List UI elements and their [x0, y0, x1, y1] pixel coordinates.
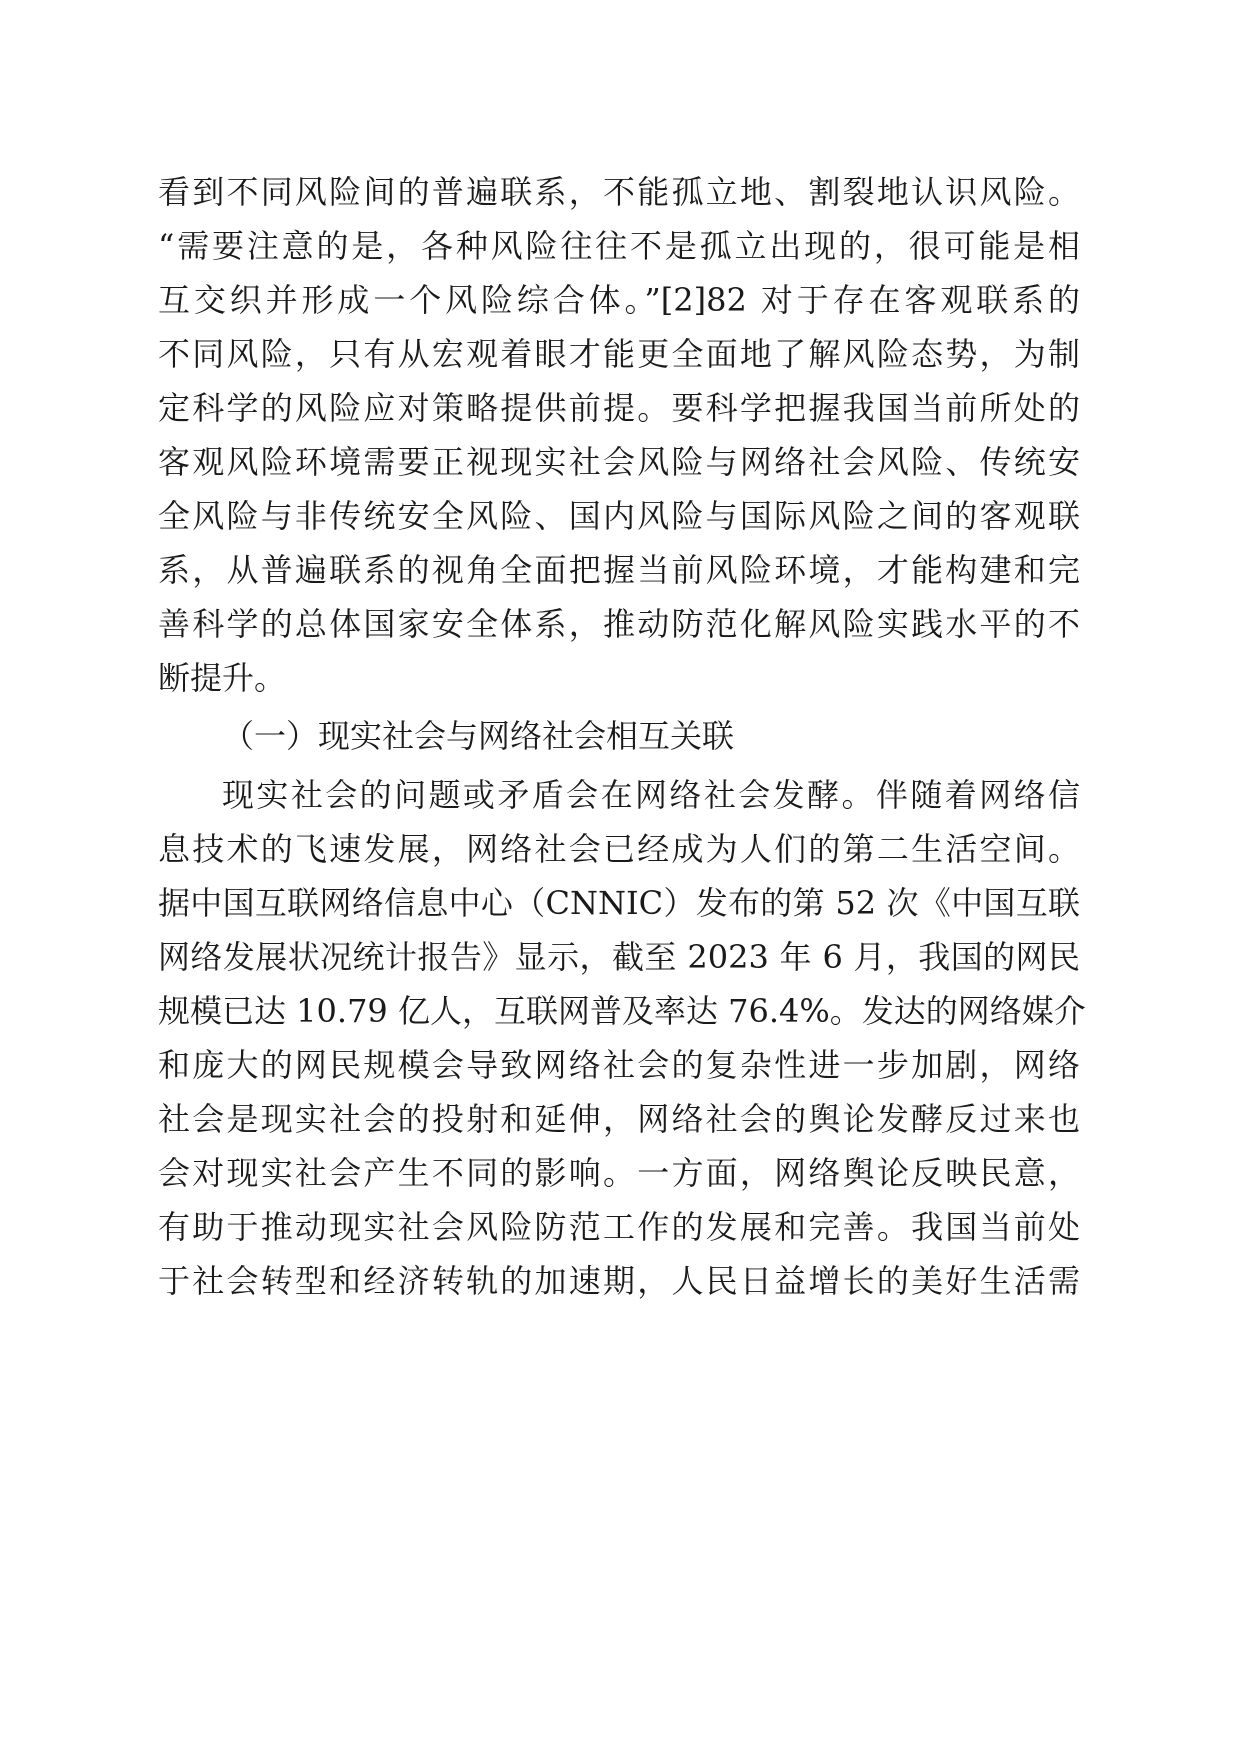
paragraph-line: 据中国互联网络信息中心（CNNIC）发布的第 52 次《中国互联 — [158, 884, 1080, 922]
paragraph-line: 不同风险，只有从宏观着眼才能更全面地了解风险态势，为制 — [158, 335, 1080, 373]
paragraph-line: 有助于推动现实社会风险防范工作的发展和完善。我国当前处 — [158, 1208, 1080, 1246]
paragraph-line: 定科学的风险应对策略提供前提。要科学把握我国当前所处的 — [158, 389, 1080, 427]
paragraph-line: 断提升。 — [158, 659, 287, 697]
paragraph-line: 客观风险环境需要正视现实社会风险与网络社会风险、传统安 — [158, 443, 1080, 481]
paragraph-line: 于社会转型和经济转轨的加速期，人民日益增长的美好生活需 — [158, 1262, 1080, 1300]
paragraph-line: 息技术的飞速发展，网络社会已经成为人们的第二生活空间。 — [158, 830, 1080, 868]
paragraph-line: 互交织并形成一个风险综合体。”[2]82 对于存在客观联系的 — [158, 281, 1080, 319]
paragraph-line: 规模已达 10.79 亿人，互联网普及率达 76.4%。发达的网络媒介 — [158, 992, 1086, 1030]
paragraph-line: 系，从普遍联系的视角全面把握当前风险环境，才能构建和完 — [158, 551, 1080, 589]
paragraph-line: 会对现实社会产生不同的影响。一方面，网络舆论反映民意， — [158, 1154, 1080, 1192]
paragraph-line: 和庞大的网民规模会导致网络社会的复杂性进一步加剧，网络 — [158, 1046, 1080, 1084]
paragraph-line: 网络发展状况统计报告》显示，截至 2023 年 6 月，我国的网民 — [158, 938, 1080, 976]
section-heading: （一）现实社会与网络社会相互关联 — [222, 717, 735, 755]
paragraph-line: 看到不同风险间的普遍联系，不能孤立地、割裂地认识风险。 — [158, 173, 1080, 211]
paragraph-line: 社会是现实社会的投射和延伸，网络社会的舆论发酵反过来也 — [158, 1100, 1080, 1138]
paragraph-line: 全风险与非传统安全风险、国内风险与国际风险之间的客观联 — [158, 497, 1080, 535]
paragraph-line: “需要注意的是，各种风险往往不是孤立出现的，很可能是相 — [158, 227, 1080, 265]
paragraph-line: 现实社会的问题或矛盾会在网络社会发酵。伴随着网络信 — [222, 776, 1080, 814]
paragraph-line: 善科学的总体国家安全体系，推动防范化解风险实践水平的不 — [158, 605, 1080, 643]
